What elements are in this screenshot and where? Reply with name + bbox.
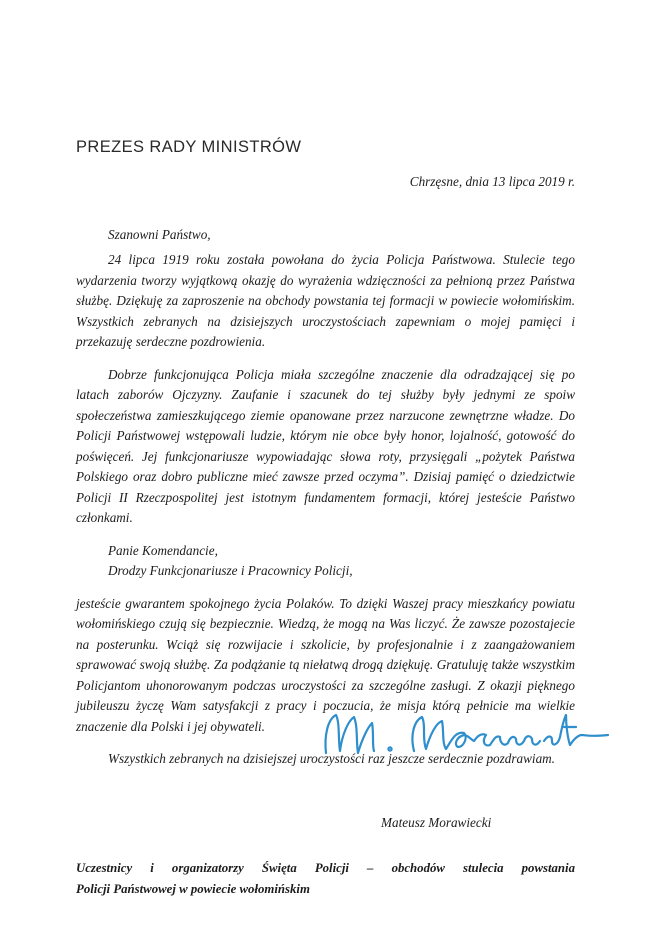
paragraph-3: jesteście gwarantem spokojnego życia Polaków. To dzięki Waszej pracy mieszkańcy powiatu wołomińskiego czują się bezpiecznie. Wiedzą, że mogą na Was liczyć. Że zawsze pozostajecie na posterunku. Wciąż się rozwijacie i szkolicie, by profesjonalnie i z zaangażowaniem sprawować swoją służbę. Za podążanie tą niełatwą drogą dziękuję. Gratuluję także wszystkim Policjantom uhonorowanym podczas uroczystości za szczególne zasługi. Z okazji pięknego jubileuszu życzę Wam satysfakcji z pracy i poczucia, że misja którą pełnicie ma wielkie znaczenie dla Polski i jej obywateli. (76, 595, 575, 734)
paragraph-1: 24 lipca 1919 roku została powołana do życia Policja Państwowa. Stulecie tego wydarzenia tworzy wyjątkową okazję do wyrażenia wdzięczności za pełnioną przez Państwa służbę. Dziękuję za zaproszenie na obchody powstania tej formacji w powiecie wołomińskim. Wszystkich zebranych na dzisiejszych uroczystościach zapewniam o mojej pamięci i przekazuję serdeczne pozdrowienia. (76, 252, 575, 349)
addressee-line-1: Uczestnicy i organizatorzy Święta Policji – obchodów stulecia powstania (76, 861, 575, 875)
salutation: Szanowni Państwo, (108, 227, 211, 242)
letter-body (76, 250, 575, 782)
address-line-1: Panie Komendancie, (108, 542, 218, 558)
paragraph-2: Dobrze funkcjonująca Policja miała szczególne znaczenie dla odradzającej się po latach zaborów Ojczyzny. Zaufanie i szacunek do tej służby były jednymi ze spoiw społeczeństwa zamieszkującego ziemie opanowane przez narzucone zewnętrzne władze. Do Policji Państwowej wstępowali ludzie, którym nie obce były honor, lojalność, gotowość do poświęceń. Jej funkcjonariusze wypowiadając słowa roty, przysięgali „pożytek Państwa Polskiego oraz dobro publiczne mieć zawsze przed oczyma”. Dzisiaj pamięć o dziedzictwie Policji II Rzeczpospolitej jest istotnym fundamentem formacji, której jesteście Państwo członkami. (76, 366, 575, 525)
addressee-line-2: Policji Państwowej w powiecie wołomińskim (76, 882, 310, 896)
letterhead-title: PREZES RADY MINISTRÓW (76, 138, 302, 156)
date-line: Chrzęsne, dnia 13 lipca 2019 r. (409, 174, 575, 189)
closing-paragraph: Wszystkich zebranych na dzisiejszej uroczystości raz jeszcze serdecznie pozdrawiam. (108, 751, 555, 766)
addressee-footer (76, 858, 575, 900)
signer-name: Mateusz Morawiecki (381, 815, 492, 830)
address-line-2: Drodzy Funkcjonariusze i Pracownicy Policji, (108, 563, 353, 578)
handwritten-signature (318, 705, 618, 770)
address-block (76, 541, 575, 582)
